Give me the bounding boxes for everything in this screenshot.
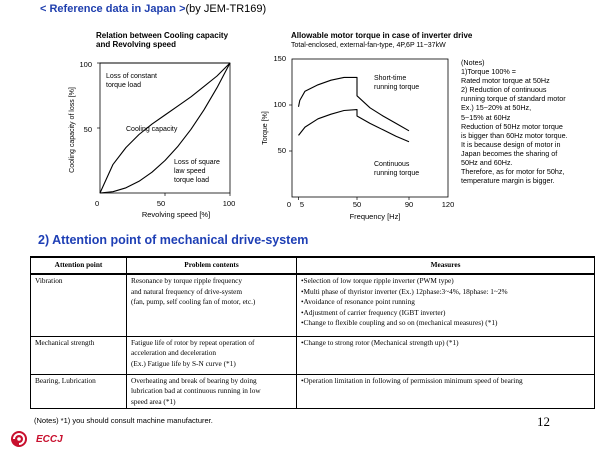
chart2-ytick-50: 50 [277,146,286,155]
page-number: 12 [537,414,550,429]
problem-line: and natural frequency of drive-system [131,286,243,296]
cell-measures [297,274,595,336]
chart2-ytick-100: 100 [273,100,286,109]
chart1-label-square-1: Loss of square [174,159,220,166]
note-line: is bigger than 60Hz motor torque. [461,130,568,140]
chart2-xtick-120: 120 [441,200,455,209]
cell-measures [297,336,595,374]
chart2-xtick-0: 0 [286,200,292,209]
problem-line: (Ex.) Fatigue life by S-N curve (*1) [131,358,236,368]
chart1-label-constant-2: torque load [106,82,142,89]
measure-line: •Multi phase of thyristor inverter (Ex.) 12phase:3~4%, 18phase: 1~2% [301,286,508,296]
notes-block [461,58,596,185]
attention-table [30,256,595,409]
chart1-ylabel: Cooling capacity of loss [%] [69,87,76,173]
chart1-xtick-0: 0 [95,199,100,208]
measure-line: •Change to strong rotor (Mechanical strength up) (*1) [301,337,459,347]
note-line: Japan becomes the sharing of [461,148,558,158]
chart1-label-square-2: law speed [174,168,206,175]
chart1-ytick-50: 50 [83,125,92,134]
cell-point: Mechanical strength [31,336,127,374]
note-line: running torque of standard motor [461,94,566,104]
measure-line: •Adjustment of carrier frequency (IGBT inverter) [301,307,446,317]
problem-line: speed area (*1) [131,396,176,406]
chart2-ticks [289,105,409,200]
problem-line: Fatigue life of rotor by repeat operation of [131,337,255,347]
section-title: 2) Attention point of mechanical drive-system [38,233,309,247]
chart2-series-line-1 [299,110,410,142]
chart2-frame [292,59,448,197]
cell-point: Vibration [31,274,127,336]
table-row [31,336,595,374]
chart2 [262,54,454,221]
cell-measures [297,374,595,409]
chart1-ytick-100: 100 [79,60,92,69]
cell-problem [127,274,297,336]
chart1-title-line1: Relation between Cooling capacity [96,31,229,40]
chart2-xtick-90: 90 [404,200,414,209]
header-attention-point: Attention point [31,257,127,274]
chart1-xtick-100: 100 [222,199,236,208]
reference-label: < Reference data in Japan > [40,3,186,15]
note-line: Ex.) 15~20% at 50Hz, [461,103,532,113]
chart2-subtitle: Total-enclosed, external-fan-type, 4P,6P 11~37kW [291,42,446,49]
note-line: 5~15% at 60Hz [461,112,511,122]
note-line: It is because design of motor in [461,139,561,149]
eccj-logo-icon [8,430,32,448]
note-line: 2) Reduction of continuous [461,85,547,95]
cell-problem [127,374,297,409]
problem-line: (fan, pump, self cooling fan of motor, etc.) [131,297,256,306]
eccj-logo-text: ECCJ [36,434,63,445]
problem-line: Overheating and break of bearing by doing [131,375,257,385]
note-line: Rated motor torque at 50Hz [461,76,550,86]
measure-line: •Change to flexible coupling and so on (mechanical measures) (*1) [301,318,498,327]
problem-line: Resonance by torque ripple frequency [131,276,243,285]
measure-line: •Selection of low torque ripple inverter (PWM type) [301,276,454,285]
chart1 [69,60,235,219]
chart1-label-square-3: torque load [174,177,210,184]
note-line: Reduction of 50Hz motor torque [461,121,563,131]
cell-point: Bearing, Lubrication [31,374,127,409]
chart1-xlabel: Revolving speed [%] [141,210,211,219]
note-line: 50Hz and 60Hz. [461,158,513,168]
chart1-xtick-50: 50 [156,199,166,208]
cell-problem [127,336,297,374]
note-line: temperature margin is bigger. [461,176,555,186]
note-line: 1)Torque 100% = [461,67,516,77]
table-row [31,274,595,336]
header-problem-contents: Problem contents [127,257,297,274]
chart2-title: Allowable motor torque in case of inverter drive [291,31,473,40]
chart2-xtick-50: 50 [352,200,362,209]
header-measures: Measures [297,257,595,274]
problem-line: lubrication bad at continuous running in low [131,386,261,395]
chart2-ytick-150: 150 [273,54,286,63]
reference-source: (by JEM-TR169) [185,3,267,15]
chart2-label-continuous-1: Continuous [374,161,410,168]
chart2-label-continuous-2: running torque [374,170,420,177]
chart2-xtick-5: 5 [299,200,305,209]
chart1-title-line2: and Revolving speed [96,40,177,49]
chart1-label-constant-1: Loss of constant [106,73,157,80]
chart2-xlabel: Frequency [Hz] [349,212,401,221]
chart2-label-short-2: running torque [374,84,420,91]
chart2-label-short-1: Short-time [374,75,407,82]
note-line: Therefore, as for motor for 50hz, [461,167,565,177]
chart1-label-cooling: Cooling capacity [126,126,178,133]
measure-line: •Operation limitation in following of permission minimum speed of bearing [301,375,523,385]
table-row [31,374,595,409]
measure-line: •Avoidance of resonance point running [301,297,415,306]
table-header-row [31,257,595,274]
footnote: (Notes) *1) you should consult machine manufacturer. [34,416,213,425]
note-line: (Notes) [461,58,485,67]
problem-line: acceleration and deceleration [131,348,217,357]
chart2-ylabel: Torque [%] [262,111,269,145]
